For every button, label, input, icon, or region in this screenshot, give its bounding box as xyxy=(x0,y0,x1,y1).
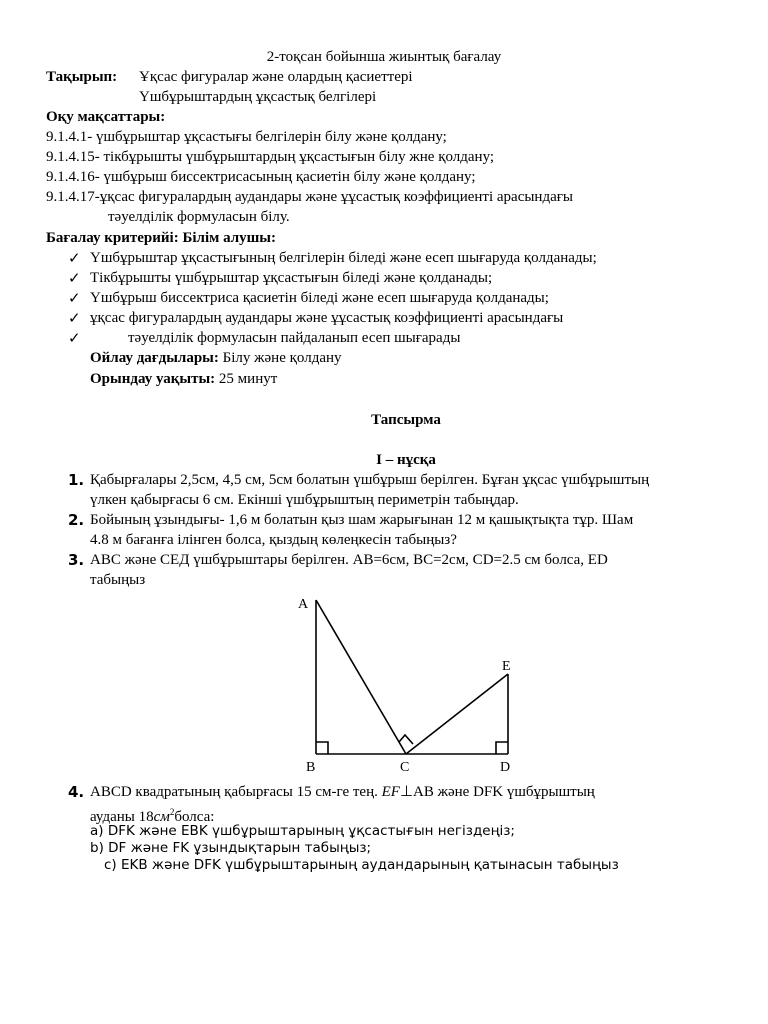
criteria-item: Тікбұрышты үшбұрыштар ұқсастығын біледі және қолданады; xyxy=(90,270,493,286)
criteria-item: Үшбұрыштар ұқсастығының белгілерін біледі және есеп шығаруда қолданады; xyxy=(90,250,597,266)
check-icon: ✓ xyxy=(68,329,81,347)
label-b: B xyxy=(306,760,316,774)
criteria-item: ұқсас фигуралардың аудандары және ұұсастық коэффициенті арасындағы xyxy=(90,310,564,326)
task-number: 1. xyxy=(68,471,85,489)
topic-line-2: Үшбұрыштардың ұқсастық белгілері xyxy=(139,89,377,105)
check-icon: ✓ xyxy=(68,309,81,327)
task-2-line-1: Бойының ұзындығы- 1,6 м болатын қыз шам жарығынан 12 м қашықтықта тұр. Шам xyxy=(90,512,634,528)
document-header: 2-тоқсан бойынша жиынтық бағалау xyxy=(266,49,502,65)
label-c: C xyxy=(400,760,410,774)
objective-item: 9.1.4.1- үшбұрыштар ұқсастығы белгілерін білу және қолдану; xyxy=(46,129,447,145)
perpendicular-symbol: ⊥ xyxy=(399,784,414,800)
segment-ef: EF xyxy=(381,784,400,800)
task-4-sub-c: c) EKB және DFK үшбұрыштарының аудандарының қатынасын табыңыз xyxy=(104,857,619,873)
label-e: E xyxy=(502,659,511,674)
skills-label: Ойлау дағдылары: xyxy=(90,350,219,366)
check-icon: ✓ xyxy=(68,269,81,287)
task-2-line-2: 4.8 м бағанға ілінген болса, қыздың көлеңкесін табыңыз? xyxy=(90,532,457,548)
time-value: 25 минут xyxy=(218,371,278,387)
label-a: A xyxy=(298,597,309,612)
segment-ac xyxy=(316,600,406,754)
criteria-title: Бағалау критерийі: Білім алушы: xyxy=(46,230,277,246)
objective-item-continuation: тәуелділік формуласын білу. xyxy=(108,209,290,225)
task-number: 2. xyxy=(68,511,85,529)
task-3-line-1: АВС және СЕД үшбұрыштары берілген. АВ=6см, ВС=2см, CD=2.5 см болса, ED xyxy=(90,552,608,568)
task-number: 4. xyxy=(68,783,85,801)
right-angle-d xyxy=(496,742,508,754)
task-3-line-2: табыңыз xyxy=(90,572,146,588)
time-label: Орындау уақыты: xyxy=(90,371,216,387)
task-4-sub-b: b) DF және FK ұзындықтарын табыңыз; xyxy=(90,840,372,856)
task-4-line-1 xyxy=(90,782,595,802)
task-4-text-b: AB және DFK үшбұрыштың xyxy=(413,784,595,800)
right-angle-c xyxy=(399,735,413,744)
task-4-sub-a: a) DFK және EBK үшбұрыштарының ұқсастығын негіздеңіз; xyxy=(90,823,515,839)
objective-item: 9.1.4.16- үшбұрыш биссектрисасының қасиетін білу және қолдану; xyxy=(46,169,476,185)
objectives-title: Оқу мақсаттары: xyxy=(46,109,166,125)
topic-label: Тақырып: xyxy=(46,69,118,85)
task-4-area-text: ауданы xyxy=(90,809,139,825)
topic-line-1: Ұқсас фигуралар және олардың қасиеттері xyxy=(139,69,413,85)
task-number: 3. xyxy=(68,551,85,569)
check-icon: ✓ xyxy=(68,249,81,267)
task-title: Тапсырма xyxy=(371,412,441,428)
objective-item: 9.1.4.17-ұқсас фигуралардың аудандары және ұұсастық коэффициенті арасындағы xyxy=(46,189,573,205)
task-1-line-2: үлкен қабырғасы 6 см. Екінші үшбұрыштың периметрін табыңдар. xyxy=(90,492,519,508)
criteria-item: Үшбұрыш биссектриса қасиетін біледі және есеп шығаруда қолданады; xyxy=(90,290,549,306)
label-d: D xyxy=(500,760,511,774)
variant-title: I – нұсқа xyxy=(376,452,436,468)
task-4-text-a: ABCD квадратының қабырғасы 15 см-ге тең. xyxy=(90,784,382,800)
area-unit: см xyxy=(153,809,170,825)
criteria-item: тәуелділік формуласын пайдаланып есеп шығарады xyxy=(128,330,461,346)
time-row xyxy=(90,369,277,389)
triangle-figure xyxy=(292,592,518,774)
task-1-line-1: Қабырғалары 2,5см, 4,5 см, 5см болатын үшбұрыш берілген. Бұған ұқсас үшбұрыштың xyxy=(90,472,650,488)
right-angle-b xyxy=(316,742,328,754)
skills-value: Білу және қолдану xyxy=(222,350,342,366)
task-4-area-suffix: болса: xyxy=(174,809,215,825)
objective-item: 9.1.4.15- тікбұрышты үшбұрыштардың ұқсастығын білу жне қолдану; xyxy=(46,149,495,165)
area-number: 18 xyxy=(138,809,154,825)
segment-ce xyxy=(406,674,508,754)
check-icon: ✓ xyxy=(68,289,81,307)
skills-row xyxy=(90,348,342,368)
area-exponent: 2 xyxy=(169,807,175,817)
